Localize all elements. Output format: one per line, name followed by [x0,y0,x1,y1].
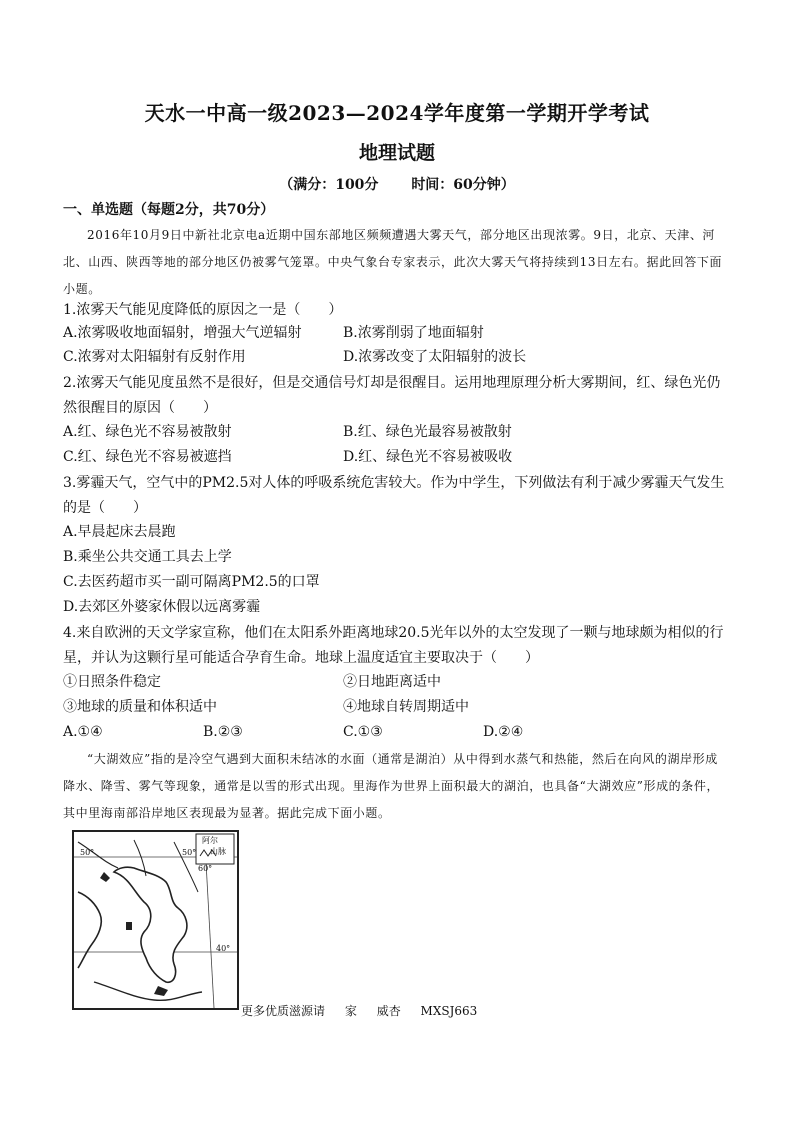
q3-option-b[interactable]: B.乘坐公共交通工具去上学 [63,549,232,565]
section-heading: 一、单选题（每题2分，共70分） [63,202,275,218]
q2-option-b[interactable]: B.红、绿色光最容易被散射 [343,424,512,440]
watermark-lead: 更多优质滋源请 [241,1004,326,1018]
q4-statement-4: ④地球自转周期适中 [343,699,469,715]
q1-option-c[interactable]: C.浓雾对太阳辐射有反射作用 [63,349,246,365]
southern-border [94,982,202,1000]
q4-statement-2: ②日地距离适中 [343,674,441,690]
question-3-stem: 3.雾霾天气，空气中的PM2.5对人体的呼吸系统危害较大。作为中学生，下列做法有利于减少雾霾天气发生的是（ ） [63,475,725,516]
map-marker [126,922,132,930]
terrain-patch [100,872,110,882]
lat-label-50-east: 50° [182,848,197,857]
q1-option-a[interactable]: A.浓雾吸收地面辐射，增强大气逆辐射 [63,325,302,341]
question-1-stem: 1.浓雾天气能见度降低的原因之一是（ ） [63,302,343,318]
q4-option-b[interactable]: B.②③ [203,724,243,740]
q3-option-a[interactable]: A.早晨起床去晨跑 [63,524,176,540]
watermark-word-2: 威杏 [376,1004,401,1018]
q2-option-d[interactable]: D.红、绿色光不容易被吸收 [343,449,513,465]
passage-fog: 2016年10月9日中新社北京电a近期中国东部地区频频遭遇大雾天气，部分地区出现浓雾。9日，北京、天津、河北、山西、陕西等地的部分地区仍被雾气笼罩。中央气象台专家表示，此次大雾天气将持续到13日左右。据此回答下面小题。 [63,228,723,296]
map-drawing [74,832,237,1008]
q4-option-a[interactable]: A.①④ [63,724,103,740]
q4-statement-3: ③地球的质量和体积适中 [63,699,217,715]
question-4-stem: 4.来自欧洲的天文学家宣称，他们在太阳系外距离地球20.5光年以外的太空发现了一颗与地球颇为相似的行星，并认为这颗行星可能适合孕育生命。地球上温度适宜主要取决于（ ） [63,625,724,666]
q2-option-a[interactable]: A.红、绿色光不容易被散射 [63,424,232,440]
watermark-word-1: 家 [344,1004,357,1018]
q3-option-d[interactable]: D.去郊区外婆家休假以远离雾霾 [63,599,261,615]
longitude-line-60 [206,862,214,1008]
black-sea-coast [78,892,101,968]
exam-info [0,174,794,194]
q4-option-d[interactable]: D.②④ [483,724,524,740]
terrain-patch-south [154,986,168,996]
caspian-sea-map [72,830,239,1010]
q1-option-d[interactable]: D.浓雾改变了太阳辐射的波长 [343,349,527,365]
question-2-stem: 2.浓雾天气能见度虽然不是很好，但是交通信号灯却是很醒目。运用地理原理分析大雾期间，红、绿色光仍然很醒目的原因（ ） [63,375,721,416]
exam-time: 时间：60分钟） [411,177,515,193]
q4-option-c[interactable]: C.①③ [343,724,383,740]
watermark-code: MXSJ663 [420,1004,478,1018]
subject-title: 地理试题 [358,142,435,164]
legend-label-2: 山脉 [210,847,226,856]
lat-label-50-west: 50° [80,848,95,857]
q3-option-c[interactable]: C.去医药超市买一副可隔离PM2.5的口罩 [63,574,320,590]
watermark-text [241,1002,493,1019]
q2-option-c[interactable]: C.红、绿色光不容易被遮挡 [63,449,232,465]
q4-statement-1: ①日照条件稳定 [63,674,161,690]
full-score: （满分：100分 [279,177,379,193]
passage-lake-effect: “大湖效应”指的是冷空气遇到大面积未结冰的水面（通常是湖泊）从中得到水蒸气和热能，然后在向风的湖岸形成降水、降雪、雾气等现象，通常是以雪的形式出现。里海作为世界上面积最大的湖泊，也具备“大湖效应”形成的条件，其中里海南部沿岸地区表现最为显著。据此完成下面小题。 [63,752,720,820]
legend-label-1: 阿尔 [202,836,218,845]
q1-option-b[interactable]: B.浓雾削弱了地面辐射 [343,325,484,341]
caspian-sea-outline [114,867,187,982]
exam-title: 天水一中高一级2023—2024学年度第一学期开学考试 [144,101,650,125]
lat-label-40: 40° [216,944,231,953]
lon-label-60: 60° [198,864,213,873]
